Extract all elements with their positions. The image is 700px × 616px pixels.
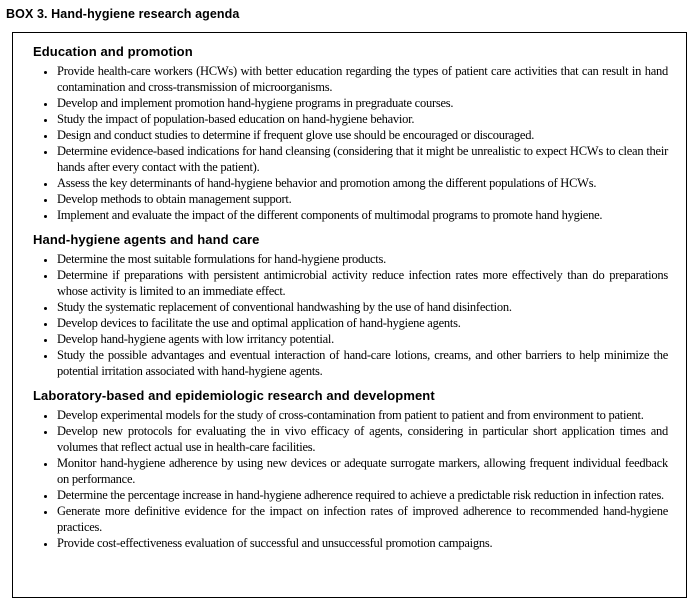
section-laboratory-based-research-and-development — [33, 388, 668, 551]
list-item: • Develop and implement promotion hand-hygiene programs in pregraduate courses. — [56, 95, 668, 111]
list-item: • Generate more definitive evidence for the impact on infection rates of improved adherence to recommended hand-hygiene practices. — [56, 503, 668, 535]
list-item: • Study the systematic replacement of conventional handwashing by the use of hand disinfection. — [56, 299, 668, 315]
bullet-list — [33, 251, 668, 379]
list-item: • Provide health-care workers (HCWs) with better education regarding the types of patient care activities that can result in hand contamination and cross-transmission of microorganisms. — [56, 63, 668, 95]
list-item: • Provide cost-effectiveness evaluation of successful and unsuccessful promotion campaigns. — [56, 535, 668, 551]
list-item: • Develop hand-hygiene agents with low irritancy potential. — [56, 331, 668, 347]
list-item: • Develop new protocols for evaluating the in vivo efficacy of agents, considering in particular short application times and volumes that reflect actual use in health-care facilities. — [56, 423, 668, 455]
list-item: • Determine the most suitable formulations for hand-hygiene products. — [56, 251, 668, 267]
research-agenda-box — [12, 32, 687, 598]
list-item: • Study the possible advantages and eventual interaction of hand-care lotions, creams, and other barriers to help minimize the potential irritation associated with hand-hygiene agents. — [56, 347, 668, 379]
section-heading: Education and promotion — [33, 44, 193, 59]
list-item: • Assess the key determinants of hand-hygiene behavior and promotion among the different populations of HCWs. — [56, 175, 668, 191]
section-heading: Laboratory-based and epidemiologic research and development — [33, 388, 435, 403]
list-item: • Develop devices to facilitate the use and optimal application of hand-hygiene agents. — [56, 315, 668, 331]
box-caption-title: BOX 3. Hand-hygiene research agenda — [6, 7, 240, 21]
list-item: • Design and conduct studies to determine if frequent glove use should be encouraged or discouraged. — [56, 127, 668, 143]
list-item: • Monitor hand-hygiene adherence by using new devices or adequate surrogate markers, allowing frequent individual feedback on performance. — [56, 455, 668, 487]
section-education-and-promotion — [33, 44, 668, 223]
section-hand-hygiene-agents-and-hand-care — [33, 232, 668, 379]
list-item: • Develop experimental models for the study of cross-contamination from patient to patient and from environment to patient. — [56, 407, 668, 423]
bullet-list — [33, 63, 668, 223]
list-item: • Implement and evaluate the impact of the different components of multimodal programs to promote hand hygiene. — [56, 207, 668, 223]
bullet-list — [33, 407, 668, 551]
list-item: • Determine the percentage increase in hand-hygiene adherence required to achieve a predictable risk reduction in infection rates. — [56, 487, 668, 503]
list-item: • Determine if preparations with persistent antimicrobial activity reduce infection rates more effectively than do preparations whose activity is limited to an immediate effect. — [56, 267, 668, 299]
section-heading: Hand-hygiene agents and hand care — [33, 232, 260, 247]
list-item: • Develop methods to obtain management support. — [56, 191, 668, 207]
list-item: • Determine evidence-based indications for hand cleansing (considering that it might be unrealistic to expect HCWs to clean their hands after every contact with the patient). — [56, 143, 668, 175]
list-item: • Study the impact of population-based education on hand-hygiene behavior. — [56, 111, 668, 127]
